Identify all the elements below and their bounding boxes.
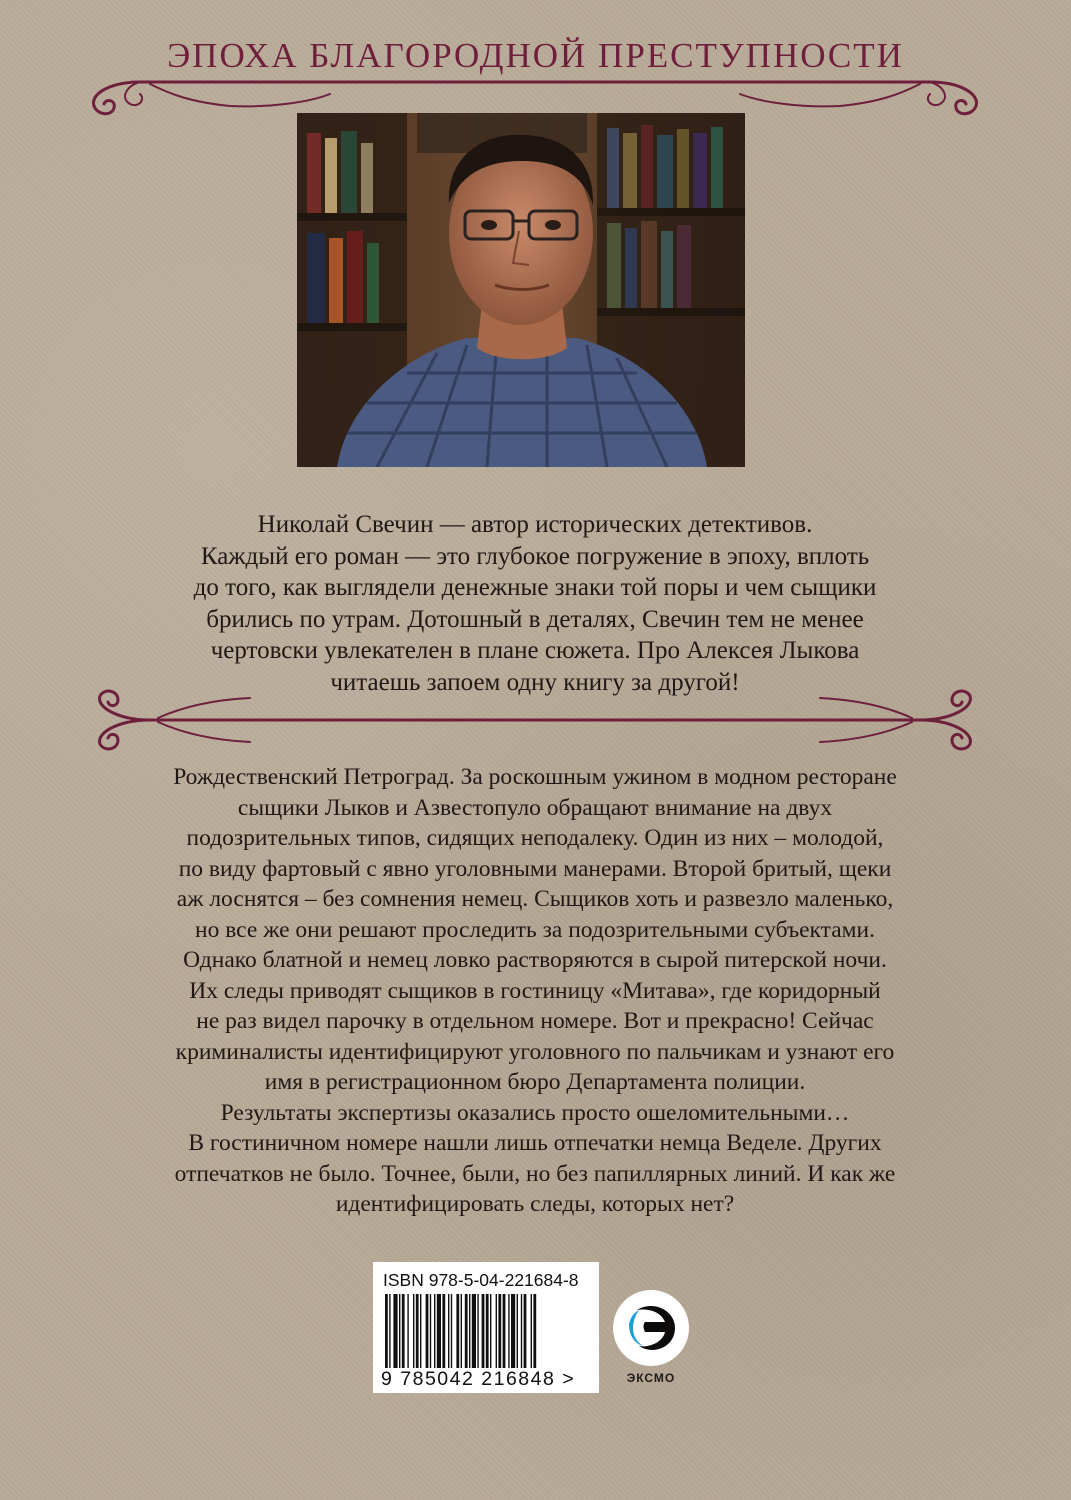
author-bio-line: чертовски увлекателен в плане сюжета. Про Алексея Лыкова <box>210 637 860 664</box>
annotation-line: идентифицировать следы, которых нет? <box>335 1191 735 1217</box>
barcode-digits: 9 785042 216848 > <box>381 1368 576 1390</box>
annotation-line: подозрительных типов, сидящих неподалеку. Один из них – молодой, <box>186 825 884 851</box>
annotation-line: В гостиничном номере нашли лишь отпечатки немца Веделе. Других <box>188 1130 882 1156</box>
annotation-line: Результаты экспертизы оказались просто ошеломительными… <box>220 1099 850 1126</box>
annotation-line: отпечатков не было. Точнее, были, но без папиллярных линий. И как же <box>174 1160 896 1187</box>
annotation-line: не раз видел парочку в отдельном номере. Вот и прекрасно! Сейчас <box>196 1008 874 1034</box>
annotation-line: криминалисты идентифицируют уголовного по пальчикам и узнают его <box>175 1038 895 1065</box>
author-bio-line: Николай Свечин — автор исторических детективов. <box>257 511 813 538</box>
author-bio-line: до того, как выглядели денежные знаки той поры и чем сыщики <box>193 574 877 601</box>
author-bio-line: Каждый его роман — это глубокое погружение в эпоху, вплоть <box>200 542 870 570</box>
annotation-line: аж лоснятся – без сомнения немец. Сыщиков хоть и развезло маленько, <box>176 886 894 912</box>
annotation-line: сыщики Лыков и Азвестопуло обращают внимание на двух <box>237 794 833 821</box>
author-bio <box>120 509 950 698</box>
annotation-line: Их следы приводят сыщиков в гостиницу «Митава», где коридорный <box>189 977 881 1004</box>
publisher-name: ЭКСМО <box>626 1371 676 1385</box>
isbn-label: ISBN 978-5-04-221684-8 <box>383 1270 579 1290</box>
annotation-line: по виду фартовый с явно уголовными манерами. Второй бритый, щеки <box>178 855 892 882</box>
book-annotation <box>90 762 980 1220</box>
middle-ornament-divider <box>80 688 990 758</box>
annotation-line: Однако блатной и немец ловко растворяются в сырой питерской ночи. <box>183 947 887 973</box>
isbn-barcode-box <box>373 1262 599 1393</box>
barcode-icon <box>385 1294 585 1368</box>
author-bio-line: читаешь запоем одну книгу за другой! <box>330 668 740 696</box>
author-photo <box>297 113 745 467</box>
annotation-line: имя в регистрационном бюро Департамента полиции. <box>264 1069 806 1095</box>
author-bio-line: брились по утрам. Дотошный в деталях, Свечин тем не менее <box>206 605 864 633</box>
annotation-line: но все же они решают проследить за подозрительными субъектами. <box>195 916 875 943</box>
series-title: ЭПОХА БЛАГОРОДНОЙ ПРЕСТУПНОСТИ <box>167 36 904 75</box>
annotation-line: Рождественский Петроград. За роскошным ужином в модном ресторане <box>173 764 897 790</box>
